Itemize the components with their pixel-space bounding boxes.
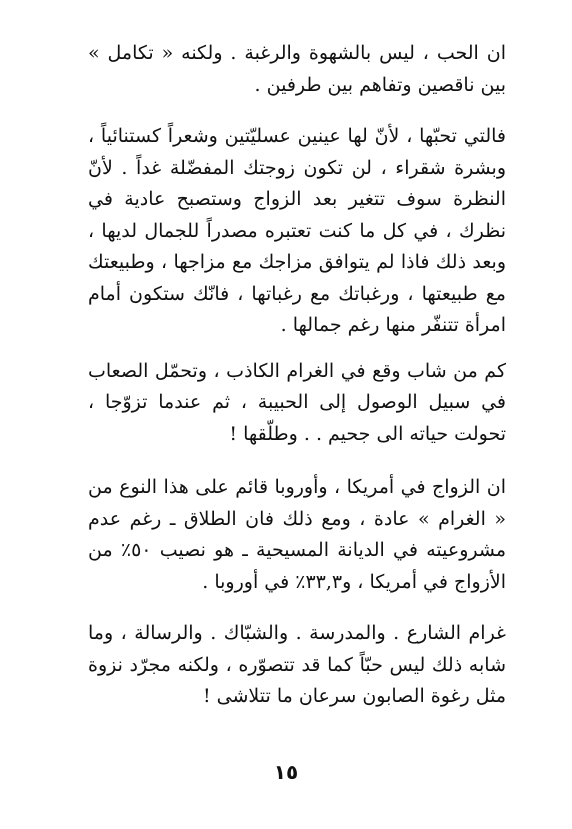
paragraph-1: ان الحب ، ليس بالشهوة والرغبة . ولكنه « تكامل » بين ناقصين وتفاهم بين طرفين .: [88, 42, 506, 96]
body-text: [88, 38, 506, 733]
paragraph-4: ان الزواج في أمريكا ، وأوروبا قائم على هذا النوع من « الغرام » عادة ، ومع ذلك فان الطلاق ـ رغم عدم مشروعيته في الديانة المسيحية ـ هو نصيب ٥٠٪ من الأزواج في أمريكا ، و٣٣,٣٪ في أوروبا .: [88, 476, 506, 593]
paragraph-3: كم من شاب وقع في الغرام الكاذب ، وتحمّل الصعاب في سبيل الوصول إلى الحبيبة ، ثم عندما تزوّجا ، تحولت حياته الى جحيم . . وطلّقها !: [88, 359, 506, 445]
paragraph-5: غرام الشارع . والمدرسة . والشبّاك . والرسالة ، وما شابه ذلك ليس حبّاً كما قد تتصوّره ، ولكنه مجرّد نزوة مثل رغوة الصابون سرعان ما تتلاشى !: [88, 622, 506, 707]
paragraph-2: فالتي تحبّها ، لأنّ لها عينين عسليّتين وشعراً كستنائياً ، وبشرة شقراء ، لن تكون زوجتك المفضّلة غداً . لأنّ النظرة سوف تتغير بعد الزواج وستصبح عادية في نظرك ، في كل ما كنت تعتبره مصدراً للجمال لديها ، وبعد ذلك فاذا لم يتوافق مزاجك مع مزاجها ، وطبيعتك مع طبيعتها ، ورغباتك مع رغباتها ، فانّك ستكون أمام امرأة تتنفّر منها رغم جمالها .: [88, 125, 506, 336]
page-number: ١٥: [273, 760, 299, 784]
